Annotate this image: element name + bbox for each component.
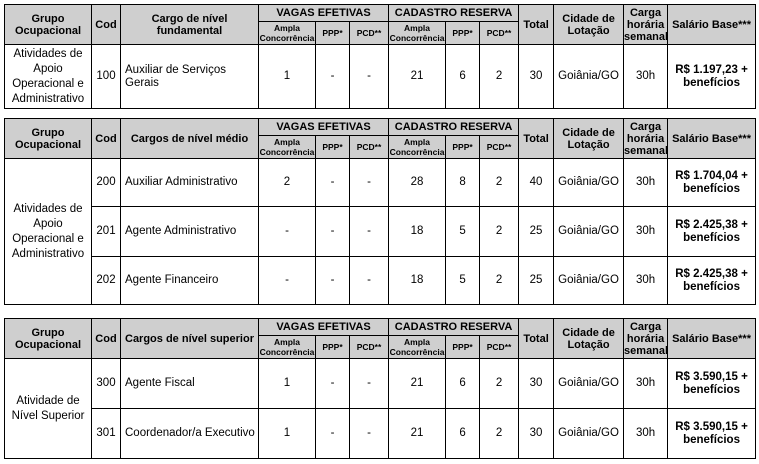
table-row: [5, 207, 756, 257]
cr-ampla-cell: 21: [389, 359, 446, 409]
header-cadastro-reserva: CADASTRO RESERVA: [389, 5, 519, 22]
cr-ppp-cell: 6: [446, 359, 480, 409]
salario-cell: R$ 3.590,15 + benefícios: [668, 359, 756, 409]
cod-cell: 100: [92, 45, 121, 109]
header-cadastro-reserva: CADASTRO RESERVA: [389, 319, 519, 336]
cr-pcd-cell: 2: [480, 409, 519, 459]
header-ve-pcd: PCD**: [350, 136, 389, 159]
vagas-table-superior: [4, 318, 756, 459]
cr-ppp-cell: 5: [446, 257, 480, 305]
carga-cell: 30h: [624, 409, 668, 459]
salario-cell: R$ 2.425,38 + benefícios: [668, 207, 756, 257]
cr-ampla-cell: 18: [389, 207, 446, 257]
header-carga: Carga horária semanal: [624, 120, 669, 157]
header-cod: Cod: [92, 5, 121, 45]
table-row: [5, 257, 756, 305]
cargo-cell: Agente Financeiro: [121, 257, 259, 305]
cidade-cell: Goiânia/GO: [554, 45, 624, 109]
header-cr-ampla: Ampla Concorrência: [389, 23, 445, 43]
cod-cell: 200: [92, 159, 121, 207]
cidade-cell: Goiânia/GO: [554, 257, 624, 305]
cargo-cell: Auxiliar Administrativo: [121, 159, 259, 207]
salario-cell: R$ 3.590,15 + benefícios: [668, 409, 756, 459]
header-cr-ppp: PPP*: [446, 336, 480, 359]
carga-cell: 30h: [624, 257, 668, 305]
header-cidade: Cidade de Lotação: [554, 5, 624, 45]
carga-cell: 30h: [624, 207, 668, 257]
ve-ppp-cell: -: [316, 359, 350, 409]
total-cell: 30: [519, 45, 554, 109]
ve-ampla-cell: -: [259, 257, 316, 305]
cidade-cell: Goiânia/GO: [554, 159, 624, 207]
cargo-cell: Coordenador/a Executivo: [121, 409, 259, 459]
header-grupo: Grupo Ocupacional: [5, 319, 92, 359]
total-cell: 40: [519, 159, 554, 207]
header-cadastro-reserva: CADASTRO RESERVA: [389, 119, 519, 136]
header-total: Total: [519, 5, 554, 45]
header-ve-ampla: Ampla Concorrência: [259, 23, 315, 43]
ve-pcd-cell: -: [350, 257, 389, 305]
header-cr-pcd: PCD**: [480, 336, 519, 359]
cidade-cell: Goiânia/GO: [554, 359, 624, 409]
grupo-cell: Atividades de Apoio Operacional e Administrativo: [5, 45, 92, 109]
header-vagas-efetivas: VAGAS EFETIVAS: [259, 5, 389, 22]
grupo-cell: Atividades de Apoio Operacional e Administrativo: [5, 159, 92, 305]
cargo-cell: Auxiliar de Serviços Gerais: [121, 45, 259, 109]
ve-ppp-cell: -: [316, 207, 350, 257]
carga-cell: 30h: [624, 359, 668, 409]
salario-cell: R$ 2.425,38 + benefícios: [668, 257, 756, 305]
carga-cell: 30h: [624, 159, 668, 207]
cargo-cell: Agente Administrativo: [121, 207, 259, 257]
header-ve-pcd: PCD**: [350, 336, 389, 359]
ve-ppp-cell: -: [316, 409, 350, 459]
header-total: Total: [519, 119, 554, 159]
header-carga: Carga horária semanal: [624, 6, 669, 43]
header-cidade: Cidade de Lotação: [554, 319, 624, 359]
vagas-table-medio: [4, 118, 756, 305]
header-cargo: Cargos de nível médio: [121, 119, 259, 159]
header-carga: Carga horária semanal: [624, 320, 669, 357]
header-cr-ampla: Ampla Concorrência: [389, 137, 445, 157]
cr-ampla-cell: 18: [389, 257, 446, 305]
cargo-cell: Agente Fiscal: [121, 359, 259, 409]
cr-ampla-cell: 21: [389, 409, 446, 459]
cr-ppp-cell: 8: [446, 159, 480, 207]
header-cr-ppp: PPP*: [446, 22, 480, 45]
vagas-table-fundamental: [4, 4, 756, 109]
total-cell: 25: [519, 207, 554, 257]
header-cod: Cod: [92, 119, 121, 159]
cr-pcd-cell: 2: [480, 257, 519, 305]
table-row: [5, 45, 756, 109]
header-ve-ampla: Ampla Concorrência: [259, 137, 315, 157]
cr-pcd-cell: 2: [480, 45, 519, 109]
ve-ampla-cell: -: [259, 207, 316, 257]
ve-pcd-cell: -: [350, 159, 389, 207]
salario-cell: R$ 1.704,04 + benefícios: [668, 159, 756, 207]
header-cr-ppp: PPP*: [446, 136, 480, 159]
header-cr-pcd: PCD**: [480, 136, 519, 159]
cidade-cell: Goiânia/GO: [554, 207, 624, 257]
cidade-cell: Goiânia/GO: [554, 409, 624, 459]
cr-pcd-cell: 2: [480, 207, 519, 257]
header-ve-ppp: PPP*: [316, 336, 350, 359]
ve-ampla-cell: 2: [259, 159, 316, 207]
ve-ppp-cell: -: [316, 159, 350, 207]
header-total: Total: [519, 319, 554, 359]
cr-ppp-cell: 6: [446, 409, 480, 459]
table-row: [5, 359, 756, 409]
total-cell: 30: [519, 359, 554, 409]
header-cr-pcd: PCD**: [480, 22, 519, 45]
total-cell: 25: [519, 257, 554, 305]
ve-ampla-cell: 1: [259, 45, 316, 109]
cod-cell: 301: [92, 409, 121, 459]
header-cargo: Cargos de nível superior: [121, 319, 259, 359]
header-cr-ampla: Ampla Concorrência: [389, 337, 445, 357]
header-grupo: Grupo Ocupacional: [5, 119, 92, 159]
total-cell: 30: [519, 409, 554, 459]
cr-ppp-cell: 5: [446, 207, 480, 257]
ve-pcd-cell: -: [350, 45, 389, 109]
ve-ampla-cell: 1: [259, 359, 316, 409]
carga-cell: 30h: [624, 45, 668, 109]
header-vagas-efetivas: VAGAS EFETIVAS: [259, 319, 389, 336]
header-ve-ampla: Ampla Concorrência: [259, 337, 315, 357]
table-row: [5, 159, 756, 207]
header-grupo: Grupo Ocupacional: [5, 5, 92, 45]
cr-pcd-cell: 2: [480, 159, 519, 207]
ve-pcd-cell: -: [350, 409, 389, 459]
cr-ampla-cell: 21: [389, 45, 446, 109]
cod-cell: 300: [92, 359, 121, 409]
cod-cell: 201: [92, 207, 121, 257]
header-salario: Salário Base***: [668, 119, 756, 159]
header-cod: Cod: [92, 319, 121, 359]
header-vagas-efetivas: VAGAS EFETIVAS: [259, 119, 389, 136]
header-salario: Salário Base***: [668, 5, 756, 45]
header-ve-pcd: PCD**: [350, 22, 389, 45]
header-ve-ppp: PPP*: [316, 136, 350, 159]
header-cidade: Cidade de Lotação: [554, 119, 624, 159]
ve-ppp-cell: -: [316, 45, 350, 109]
cr-ampla-cell: 28: [389, 159, 446, 207]
cr-pcd-cell: 2: [480, 359, 519, 409]
cr-ppp-cell: 6: [446, 45, 480, 109]
ve-pcd-cell: -: [350, 359, 389, 409]
salario-cell: R$ 1.197,23 + benefícios: [668, 45, 756, 109]
table-row: [5, 409, 756, 459]
ve-ppp-cell: -: [316, 257, 350, 305]
cod-cell: 202: [92, 257, 121, 305]
ve-pcd-cell: -: [350, 207, 389, 257]
ve-ampla-cell: 1: [259, 409, 316, 459]
grupo-cell: Atividade de Nível Superior: [5, 359, 92, 459]
header-salario: Salário Base***: [668, 319, 756, 359]
header-cargo: Cargo de nível fundamental: [121, 5, 259, 45]
header-ve-ppp: PPP*: [316, 22, 350, 45]
